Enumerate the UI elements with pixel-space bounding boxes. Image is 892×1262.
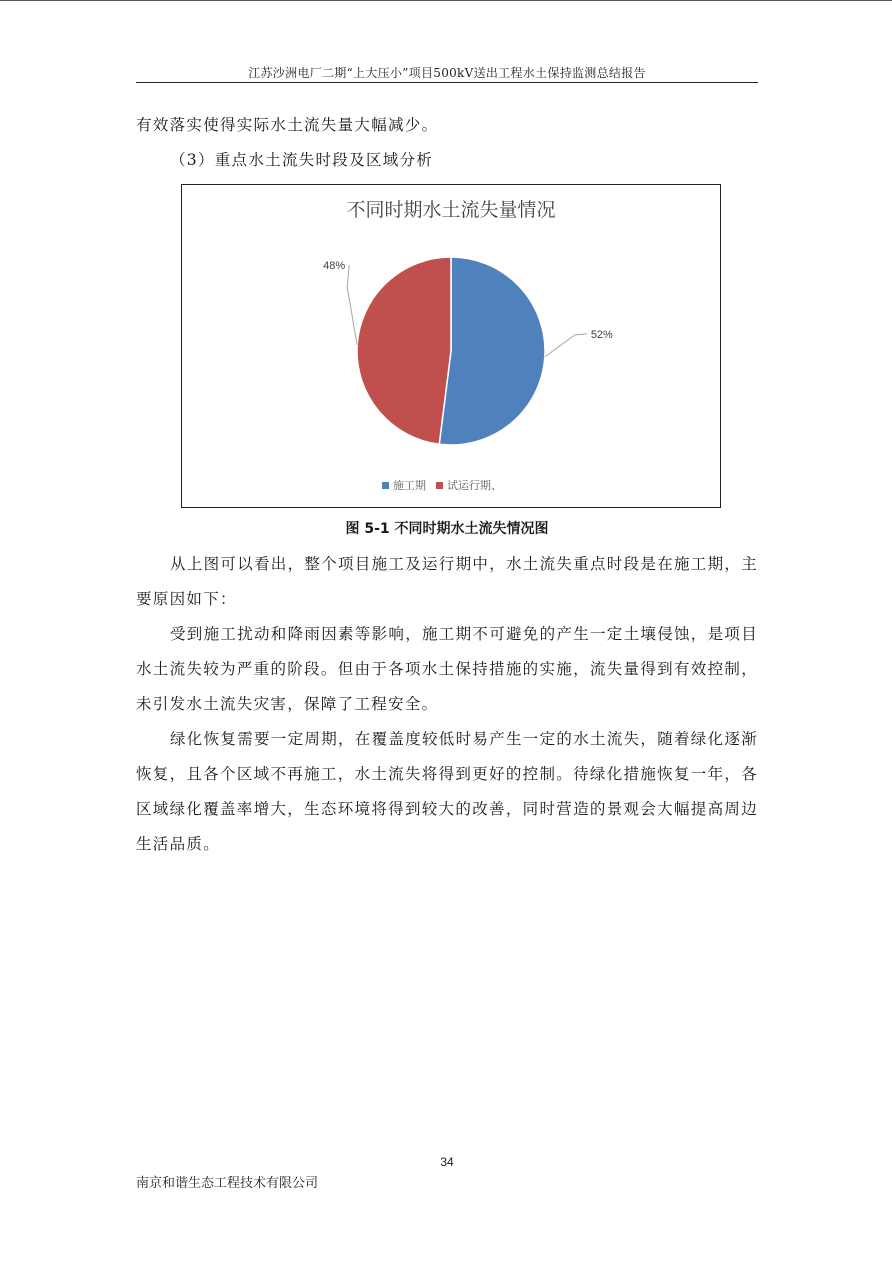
paragraph-2: 受到施工扰动和降雨因素等影响，施工期不可避免的产生一定土壤侵蚀，是项目水土流失较为严重的阶段。但由于各项水土保持措施的实施，流失量得到有效控制，未引发水土流失灾害，保障了工程安全。 — [136, 625, 759, 713]
legend-swatch-1 — [382, 482, 389, 489]
footer-company: 南京和谐生态工程技术有限公司 — [136, 1176, 319, 1191]
pie-slice-2 — [357, 257, 451, 444]
figure-caption: 图 5-1 不同时期水土流失情况图 — [345, 521, 549, 537]
chart-title: 不同时期水土流失量情况 — [346, 200, 556, 221]
paragraph-continuation: 有效落实使得实际水土流失量大幅减少。 — [136, 116, 439, 134]
legend-swatch-2 — [436, 482, 443, 489]
header-rule — [136, 82, 758, 83]
section-heading: （3）重点水土流失时段及区域分析 — [170, 151, 434, 169]
page-number: 34 — [440, 1155, 454, 1169]
running-header: 江苏沙洲电厂二期“上大压小”项目500kV送出工程水土保持监测总结报告 — [248, 66, 646, 80]
legend-label-1: 施工期 — [393, 479, 426, 492]
leader-line-2 — [347, 265, 357, 345]
data-label-2: 48% — [323, 260, 346, 273]
pie-chart-frame — [181, 184, 721, 508]
pie-chart — [182, 185, 720, 507]
leader-line-1 — [545, 334, 587, 357]
paragraph-3: 绿化恢复需要一定周期，在覆盖度较低时易产生一定的水土流失，随着绿化逐渐恢复，且各个区域不再施工，水土流失将得到更好的控制。待绿化措施恢复一年，各区域绿化覆盖率增大，生态环境将得到较大的改善，同时营造的景观会大幅提高周边生活品质。 — [136, 730, 759, 853]
data-label-1: 52% — [590, 328, 613, 341]
page-top-border — [0, 0, 892, 1]
paragraph-1: 从上图可以看出，整个项目施工及运行期中，水土流失重点时段是在施工期，主要原因如下： — [136, 555, 759, 608]
pie-slice-1 — [439, 257, 545, 445]
legend-label-2: 试运行期、 — [447, 479, 502, 492]
